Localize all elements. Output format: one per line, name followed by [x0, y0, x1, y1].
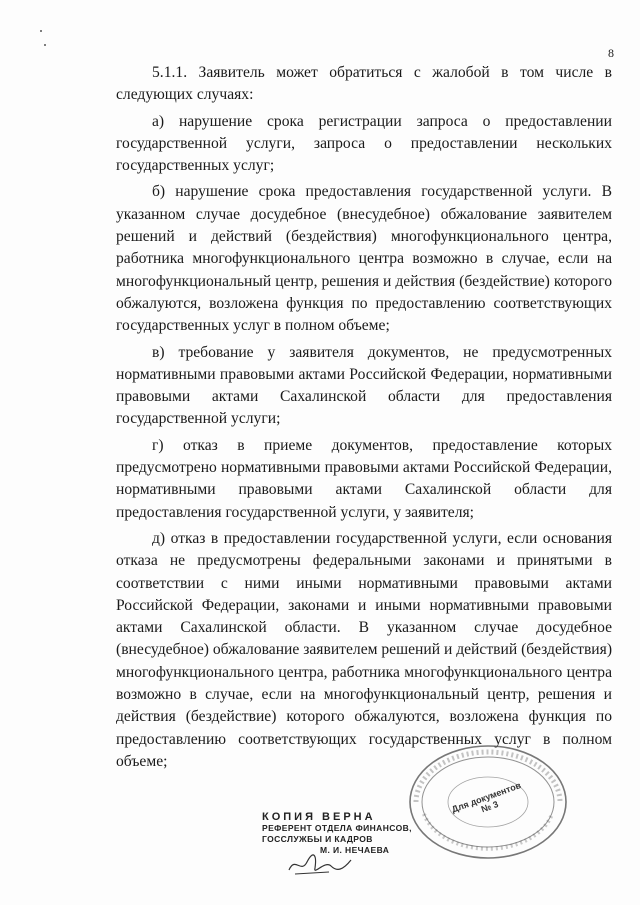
scan-speck	[44, 44, 46, 46]
page-number: 8	[608, 46, 614, 60]
paragraph-intro: 5.1.1. Заявитель может обратиться с жалобой в том числе в следующих случаях:	[116, 64, 612, 104]
paragraph-d: д) отказ в предоставлении государственной услуги, если основания отказа не предусмотрены федеральными законами и принятыми в соответствии с ними иными нормативными правовыми актами Российской Федерации, законами и иными нормативными правовыми актами Сахалинской области. В указанном случае досудебное (внесудебное) обжалование заявителем решений и действий (бездействия) многофункционального центра, работника многофункционального центра возможно в случае, если на многофункциональный центр, решения и действия (бездействие) которого обжалуются, возложена функция по предоставлению соответствующих государственных услуг в полном объеме;	[116, 529, 613, 770]
paragraph-a: а) нарушение срока регистрации запроса о предоставлении государственной услуги, запроса о предоставлении нескольких государственных услуг;	[116, 112, 612, 175]
document-body	[116, 62, 612, 777]
certification-position: РЕФЕРЕНТ ОТДЕЛА ФИНАНСОВ,	[262, 823, 412, 833]
paragraph-g: г) отказ в приеме документов, предоставление которых предусмотрено нормативными правовыми актами Российской Федерации, нормативными правовыми актами Сахалинской области для предоставления государственной услуги, у заявителя;	[116, 436, 612, 521]
paragraph-b: б) нарушение срока предоставления государственной услуги. В указанном случае досудебное (внесудебное) обжалование заявителем решений и действий (бездействия) многофункционального центра, работника многофункционального центра возможно в случае, если на многофункциональный центр, решения и действия (бездействие) которого обжалуются, возложена функция по предоставлению соответствующих государственных услуг в полном объеме;	[116, 183, 612, 335]
paragraph-v: в) требование у заявителя документов, не предусмотренных нормативными правовыми актами Российской Федерации, нормативными правовыми актами Сахалинской области для предоставления государственной услуги;	[116, 343, 612, 428]
scan-speck	[40, 30, 42, 32]
handwritten-signature	[285, 850, 355, 878]
certification-copy-true: КОПИЯ ВЕРНА	[262, 811, 376, 823]
certification-name: М. И. НЕЧАЕВА	[320, 845, 390, 855]
signature-icon	[285, 850, 355, 878]
stamp-center-text: Для документов № 3	[450, 780, 523, 815]
certification-department: ГОССЛУЖБЫ И КАДРОВ	[262, 834, 373, 844]
